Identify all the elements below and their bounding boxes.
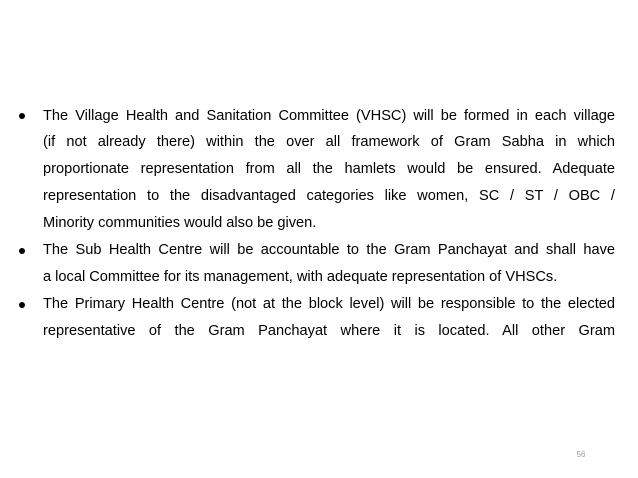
text-line: The Primary Health Centre (not at the block level) will be responsible to the elected bbox=[43, 296, 615, 312]
text-line: Minority communities would also be given. bbox=[43, 215, 317, 231]
text-line: The Village Health and Sanitation Committee (VHSC) will be formed in each village bbox=[43, 108, 615, 124]
bullet-dot-icon bbox=[19, 248, 25, 254]
text-line: (if not already there) within the over all framework of Gram Sabha in which bbox=[43, 134, 615, 150]
text-line: proportionate representation from all the hamlets would be ensured. Adequate bbox=[43, 161, 615, 177]
bullet-dot-icon bbox=[19, 302, 25, 308]
text-line: representative of the Gram Panchayat where it is located. All other Gram bbox=[43, 323, 615, 339]
text-line: a local Committee for its management, with adequate representation of VHSCs. bbox=[43, 269, 558, 285]
text-line: The Sub Health Centre will be accountable to the Gram Panchayat and shall have bbox=[43, 242, 615, 258]
text-line: representation to the disadvantaged categories like women, SC / ST / OBC / bbox=[43, 188, 615, 204]
page-number: 56 bbox=[576, 450, 586, 459]
bullet-dot-icon bbox=[19, 113, 25, 119]
